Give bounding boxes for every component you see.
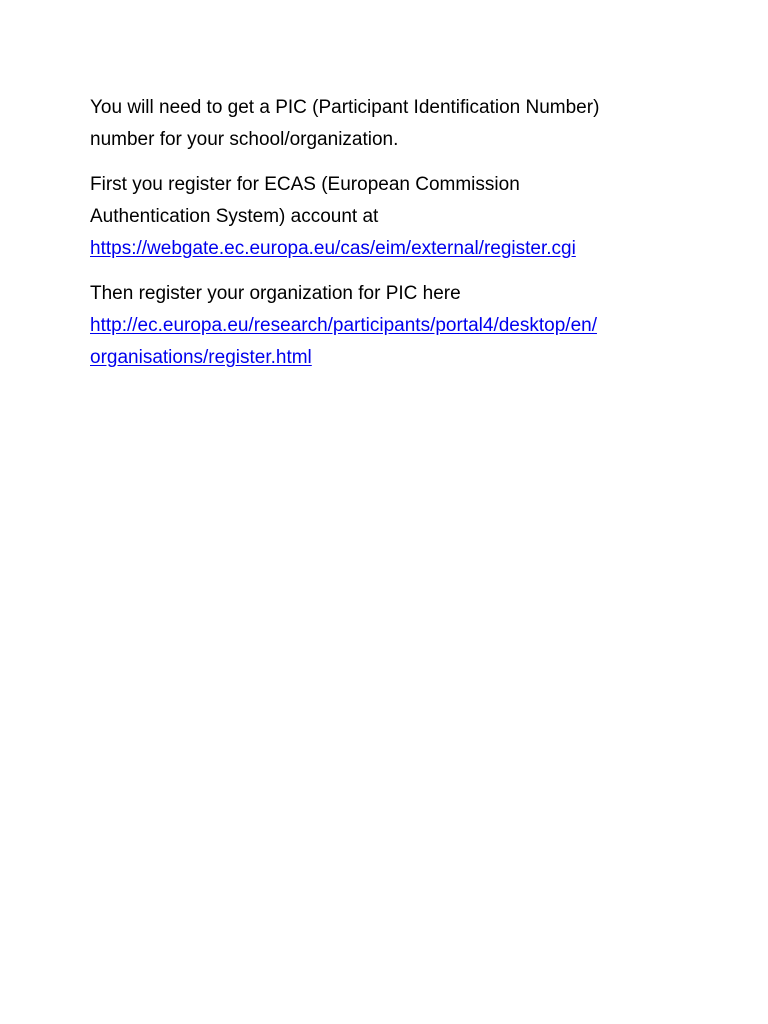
- text-line: First you register for ECAS (European Commission: [90, 174, 520, 195]
- pic-register-paragraph: [90, 278, 750, 374]
- pic-intro-paragraph: [90, 92, 750, 156]
- text-line: Then register your organization for PIC here: [90, 283, 461, 304]
- text-line: number for your school/organization.: [90, 129, 399, 150]
- pic-register-link-part-2[interactable]: organisations/register.html: [90, 347, 312, 368]
- ecas-register-link[interactable]: https://webgate.ec.europa.eu/cas/eim/external/register.cgi: [90, 238, 576, 259]
- text-line: Authentication System) account at: [90, 206, 379, 227]
- pic-register-link-part-1[interactable]: http://ec.europa.eu/research/participants/portal4/desktop/en/: [90, 315, 597, 336]
- ecas-register-paragraph: [90, 169, 750, 265]
- document-body: [90, 92, 750, 387]
- text-line: You will need to get a PIC (Participant Identification Number): [90, 97, 600, 118]
